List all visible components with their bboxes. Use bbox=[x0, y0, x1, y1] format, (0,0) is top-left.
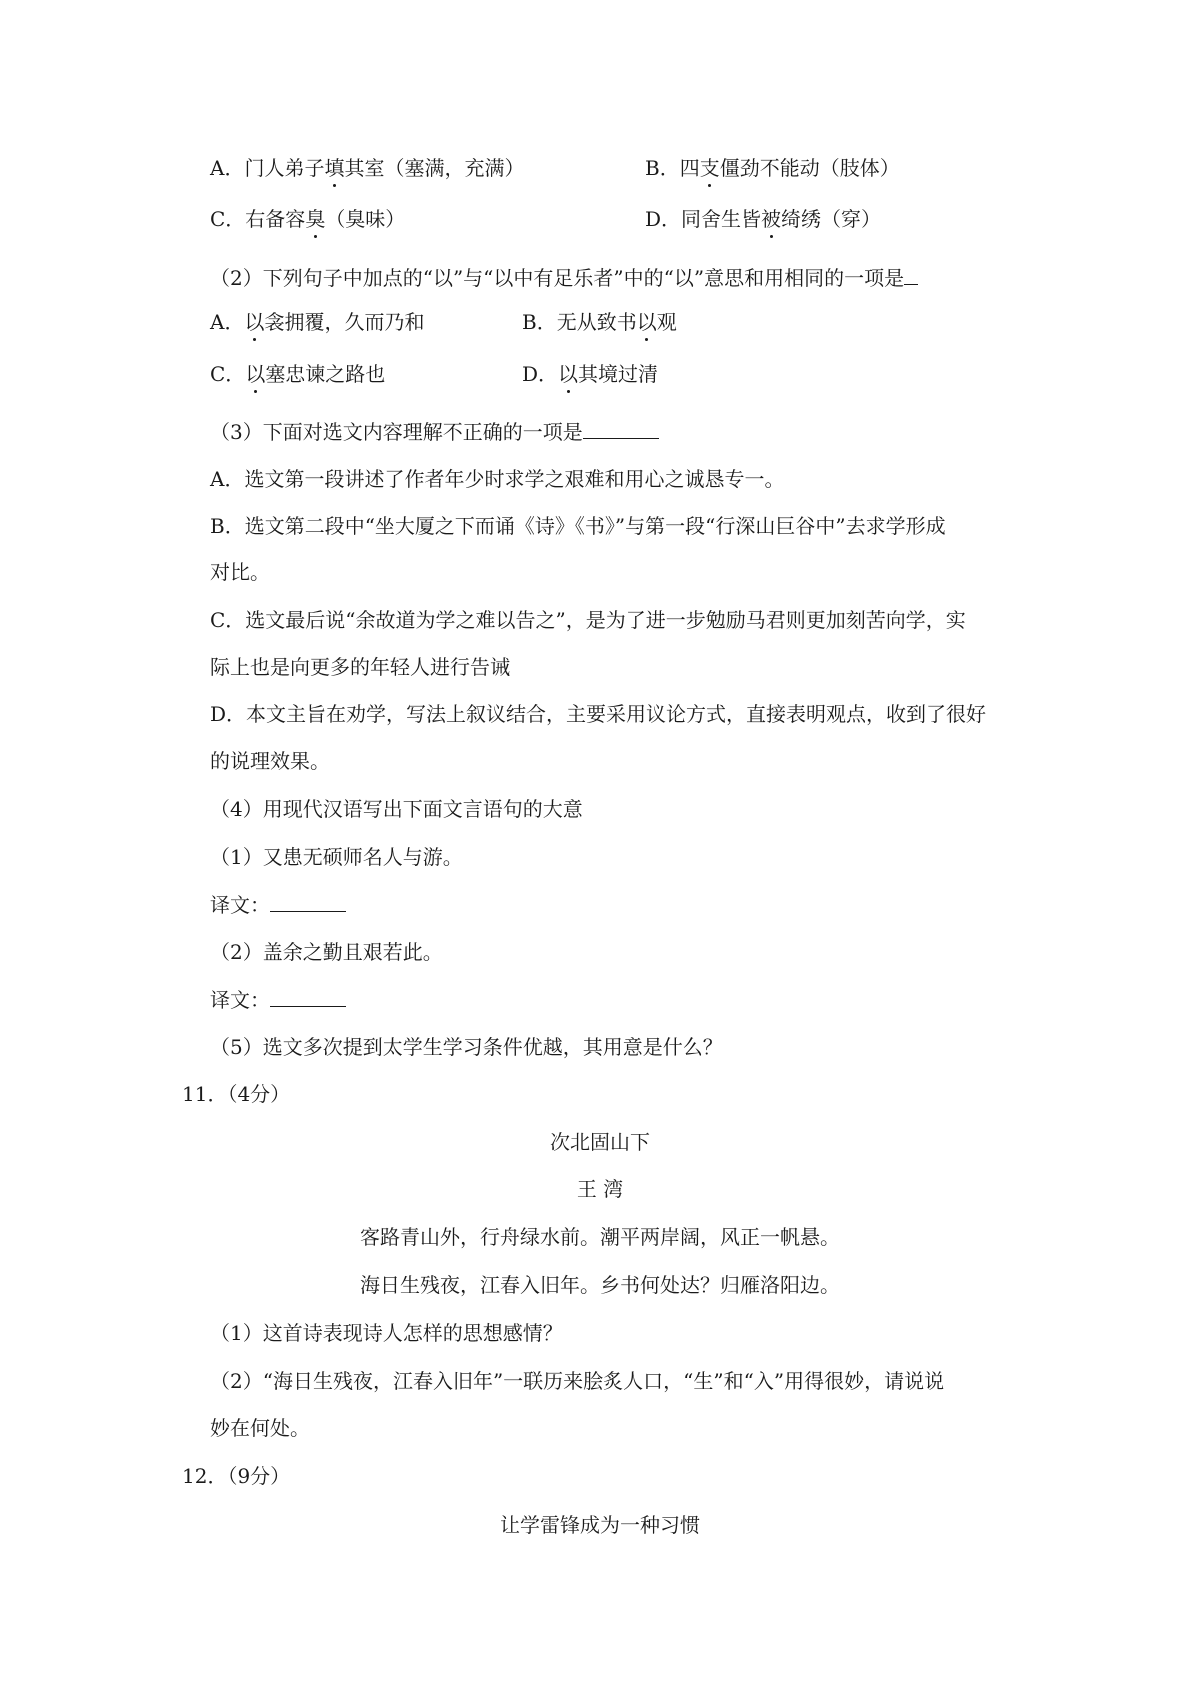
q10-4-stem: （4）用现代汉语写出下面文言语句的大意 bbox=[210, 797, 583, 821]
answer-blank bbox=[270, 988, 346, 1007]
q10-3-option-c-line1: C．选文最后说“余故道为学之难以告之”，是为了进一步勉励马君则更加刻苦向学，实 bbox=[210, 608, 966, 632]
q10-4-sentence-2: （2）盖余之勤且艰若此。 bbox=[210, 940, 443, 964]
q11-2-stem-line2: 妙在何处。 bbox=[210, 1416, 310, 1440]
q10-3-option-a: A．选文第一段讲述了作者年少时求学之艰难和用心之诚恳专一。 bbox=[210, 467, 785, 491]
q10-2-option-a: A．以衾拥覆，久而乃和 bbox=[210, 310, 425, 334]
q11-2-stem-line1: （2）“海日生残夜，江春入旧年”一联历来脍炙人口，“生”和“入”用得很妙，请说说 bbox=[210, 1369, 945, 1393]
poem-line-1: 客路青山外，行舟绿水前。潮平两岸阔，风正一帆悬。 bbox=[360, 1225, 840, 1249]
q10-3-option-b-line2: 对比。 bbox=[210, 560, 270, 584]
q10-4-answer-1: 译文： bbox=[210, 893, 346, 917]
q10-4-answer-2: 译文： bbox=[210, 988, 346, 1012]
q10-3-option-d-line1: D．本文主旨在劝学，写法上叙议结合，主要采用议论方式，直接表明观点，收到了很好 bbox=[210, 702, 987, 726]
poem-line-2: 海日生残夜，江春入旧年。乡书何处达？归雁洛阳边。 bbox=[360, 1273, 840, 1297]
answer-blank bbox=[904, 266, 918, 285]
article-title: 让学雷锋成为一种习惯 bbox=[500, 1513, 700, 1537]
q10-3-option-d-line2: 的说理效果。 bbox=[210, 749, 330, 773]
q10-1-option-b: B．四支僵劲不能动（肢体） bbox=[645, 156, 900, 180]
q10-2-option-d: D．以其境过清 bbox=[522, 362, 659, 386]
q10-2-option-b: B．无从致书以观 bbox=[522, 310, 677, 334]
q10-1-option-c: C．右备容臭（臭味） bbox=[210, 207, 406, 231]
q11-header: 11．（4分） bbox=[182, 1082, 291, 1106]
q10-2-option-c: C．以塞忠谏之路也 bbox=[210, 362, 386, 386]
q10-5-stem: （5）选文多次提到太学生学习条件优越，其用意是什么？ bbox=[210, 1035, 723, 1059]
q10-3-stem: （3）下面对选文内容理解不正确的一项是 bbox=[210, 420, 659, 444]
q10-3-option-c-line2: 际上也是向更多的年轻人进行告诫 bbox=[210, 655, 510, 679]
answer-blank bbox=[583, 420, 659, 439]
q10-1-option-a: A．门人弟子填其室（塞满，充满） bbox=[210, 156, 525, 180]
poem-author: 王 湾 bbox=[576, 1177, 624, 1201]
q10-4-sentence-1: （1）又患无硕师名人与游。 bbox=[210, 845, 463, 869]
q12-header: 12．（9分） bbox=[182, 1464, 291, 1488]
answer-blank bbox=[270, 893, 346, 912]
poem-title: 次北固山下 bbox=[550, 1130, 650, 1154]
q10-3-option-b-line1: B．选文第二段中“坐大厦之下而诵《诗》《书》”与第一段“行深山巨谷中”去求学形成 bbox=[210, 514, 946, 538]
q10-2-stem: （2）下列句子中加点的“以”与“以中有足乐者”中的“以”意思和用相同的一项是 bbox=[210, 266, 918, 290]
q11-1-stem: （1）这首诗表现诗人怎样的思想感情？ bbox=[210, 1321, 563, 1345]
q10-1-option-d: D．同舍生皆被绮绣（穿） bbox=[645, 207, 882, 231]
